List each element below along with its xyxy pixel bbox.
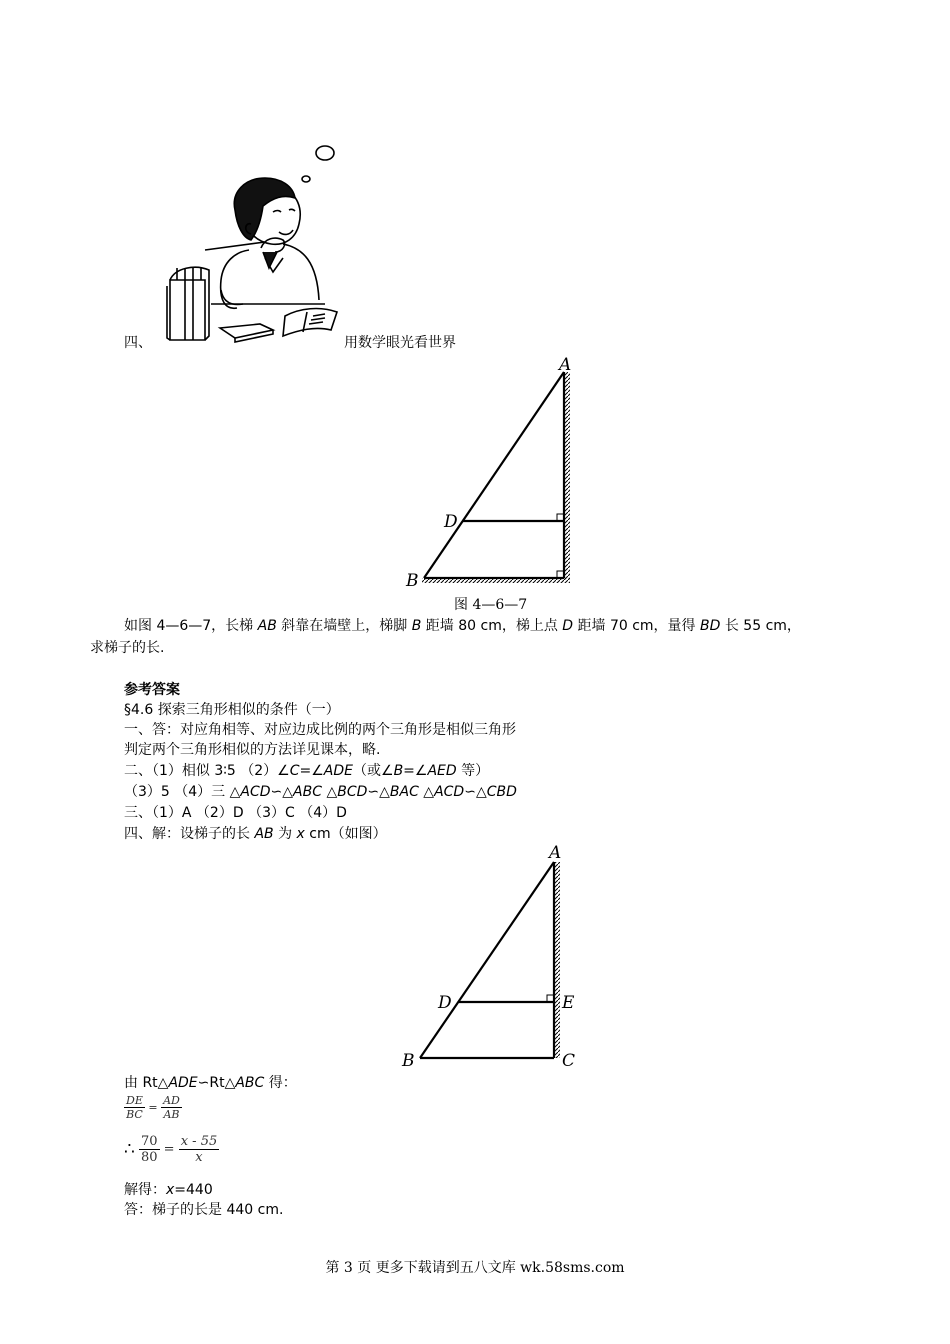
label-b-2: B bbox=[402, 1051, 415, 1071]
answer-1-line-2: 判定两个三角形相似的方法详见课本，略. bbox=[124, 742, 381, 758]
problem-line-2: 求梯子的长. bbox=[90, 640, 165, 656]
therefore-symbol: ∴ bbox=[124, 1139, 135, 1160]
thinking-boy-illustration bbox=[165, 140, 345, 345]
ratio-equation-1: $\frac{DE}{BC}$ = $\frac{AD}{AB}$ bbox=[126, 1094, 180, 1121]
problem-line-1: 如图 4—6—7，长梯 AB 斜靠在墙壁上，梯脚 B 距墙 80 cm，梯上点 D 距墙 70 cm，量得 BD 长 55 cm， bbox=[124, 618, 801, 634]
ratio-equation-2: ∴ $\frac{70}{80}$ = $\frac{x - 55}{x}$ bbox=[124, 1134, 218, 1165]
answers-heading: 参考答案 bbox=[124, 682, 180, 698]
label-a: A bbox=[559, 355, 572, 375]
ladder-figure-1 bbox=[400, 352, 590, 592]
fraction-de-bc: $\frac{DE}{BC}$ bbox=[126, 1094, 143, 1121]
section-4-caption: 用数学眼光看世界 bbox=[344, 335, 456, 351]
answer-2-line-1: 二、（1）相似 3∶5 （2）∠C=∠ADE（或∠B=∠AED 等） bbox=[124, 763, 490, 779]
answer-2-line-2: （3）5 （4）三 △ACD∽△ABC △BCD∽△BAC △ACD∽△CBD bbox=[124, 784, 517, 800]
ladder-ab-2 bbox=[420, 862, 554, 1058]
figure-caption: 图 4—6—7 bbox=[454, 597, 528, 613]
solution-line-1: 由 Rt△ADE∽Rt△ABC 得： bbox=[124, 1075, 297, 1091]
page-footer: 第 3 页 更多下载请到五八文库 wk.58sms.com bbox=[325, 1260, 625, 1276]
label-b: B bbox=[406, 571, 419, 591]
solution-final: 答：梯子的长是 440 cm. bbox=[124, 1202, 284, 1218]
label-a-2: A bbox=[549, 843, 562, 863]
label-e-2: E bbox=[562, 993, 575, 1013]
fraction-ad-ab: $\frac{AD}{AB}$ bbox=[163, 1094, 180, 1121]
answer-4: 四、解：设梯子的长 AB 为 x cm（如图） bbox=[124, 826, 387, 842]
solution-result: 解得：x=440 bbox=[124, 1182, 213, 1198]
ladder-ab bbox=[424, 372, 564, 578]
ladder-figure-2 bbox=[398, 840, 588, 1072]
fraction-70-80: $\frac{70}{80}$ bbox=[140, 1134, 158, 1165]
answers-section-title: §4.6 探索三角形相似的条件（一） bbox=[124, 702, 340, 718]
answer-1-line-1: 一、答：对应角相等、对应边成比例的两个三角形是相似三角形 bbox=[124, 722, 516, 738]
fraction-x-55-x: $\frac{x - 55}{x}$ bbox=[180, 1134, 218, 1165]
label-c-2: C bbox=[562, 1051, 576, 1071]
section-4-label: 四、 bbox=[124, 335, 152, 351]
answer-3: 三、（1）A （2）D （3）C （4）D bbox=[124, 805, 347, 821]
label-d: D bbox=[444, 512, 458, 532]
label-d-2: D bbox=[438, 993, 452, 1013]
